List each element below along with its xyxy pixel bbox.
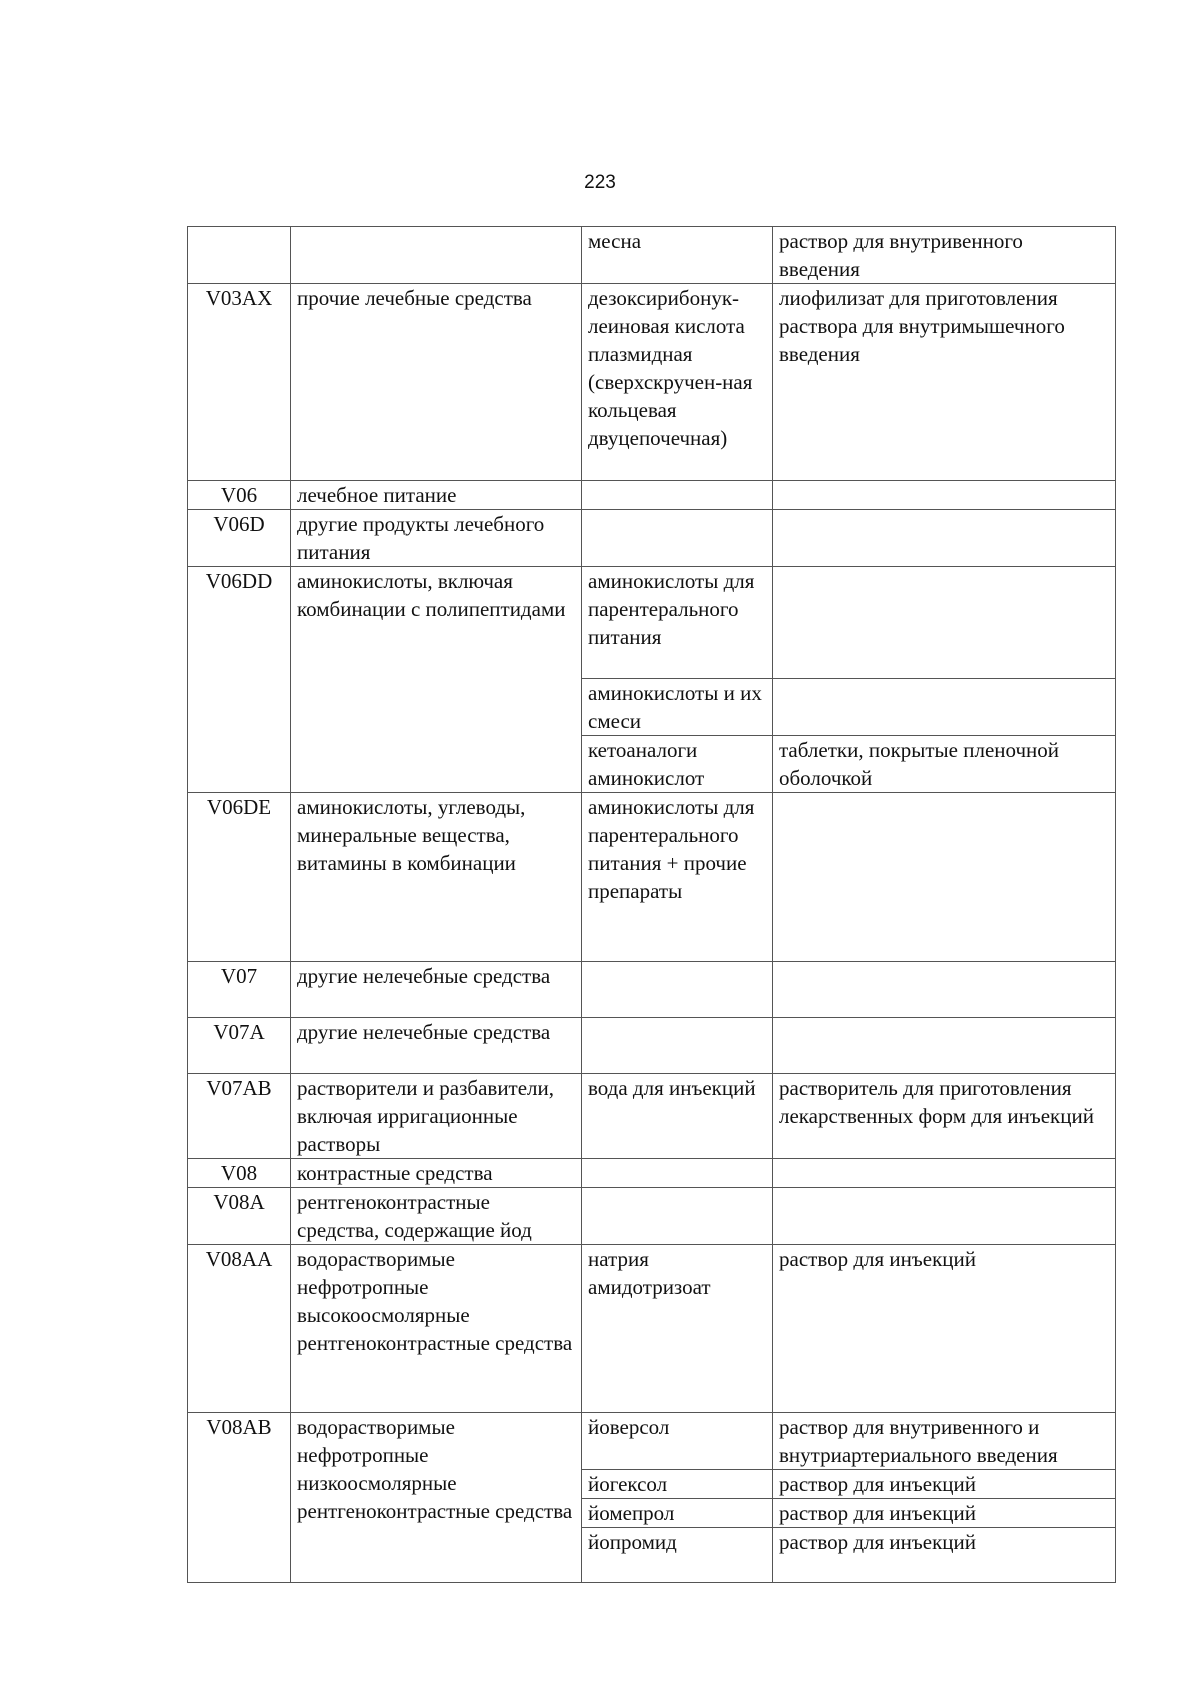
dosage-form-cell: раствор для внутривенного и внутриартериального введения bbox=[773, 1413, 1116, 1470]
atc-code-cell: V03AX bbox=[188, 284, 291, 481]
drug-name-cell: кетоаналоги аминокислот bbox=[582, 736, 773, 793]
page-number: 223 bbox=[584, 172, 616, 193]
drug-name-cell: йомепрол bbox=[582, 1499, 773, 1528]
table-row bbox=[188, 962, 1116, 1018]
group-name-cell: другие нелечебные средства bbox=[291, 1018, 582, 1074]
dosage-form-cell: раствор для инъекций bbox=[773, 1499, 1116, 1528]
dosage-form-cell bbox=[773, 962, 1116, 1018]
atc-code-cell: V06D bbox=[188, 510, 291, 567]
table-row bbox=[188, 1245, 1116, 1413]
atc-code-cell: V07A bbox=[188, 1018, 291, 1074]
table-row bbox=[188, 567, 1116, 679]
drug-name-cell: дезоксирибонук-леиновая кислота плазмидная (сверхскручен-ная кольцевая двуцепочечная) bbox=[582, 284, 773, 481]
drug-name-cell: аминокислоты для парентерального питания + прочие препараты bbox=[582, 793, 773, 962]
dosage-form-cell: раствор для внутривенного введения bbox=[773, 227, 1116, 284]
table-row bbox=[188, 1188, 1116, 1245]
table-row bbox=[188, 1159, 1116, 1188]
dosage-form-cell bbox=[773, 1018, 1116, 1074]
drug-name-cell: натрия амидотризоат bbox=[582, 1245, 773, 1413]
atc-code-cell bbox=[188, 227, 291, 284]
dosage-form-cell: раствор для инъекций bbox=[773, 1528, 1116, 1583]
table-row bbox=[188, 481, 1116, 510]
atc-code-cell: V06DD bbox=[188, 567, 291, 793]
table-row bbox=[188, 1074, 1116, 1159]
group-name-cell: другие продукты лечебного питания bbox=[291, 510, 582, 567]
dosage-form-cell bbox=[773, 1159, 1116, 1188]
drug-name-cell: аминокислоты для парентерального питания bbox=[582, 567, 773, 679]
group-name-cell bbox=[291, 227, 582, 284]
drug-name-cell bbox=[582, 510, 773, 567]
dosage-form-cell bbox=[773, 510, 1116, 567]
group-name-cell: аминокислоты, включая комбинации с полипептидами bbox=[291, 567, 582, 793]
group-name-cell: растворители и разбавители, включая ирригационные растворы bbox=[291, 1074, 582, 1159]
dosage-form-cell: лиофилизат для приготовления раствора для внутримышечного введения bbox=[773, 284, 1116, 481]
drug-name-cell: вода для инъекций bbox=[582, 1074, 773, 1159]
group-name-cell: другие нелечебные средства bbox=[291, 962, 582, 1018]
drug-name-cell bbox=[582, 962, 773, 1018]
group-name-cell: лечебное питание bbox=[291, 481, 582, 510]
drug-name-cell bbox=[582, 1018, 773, 1074]
dosage-form-cell bbox=[773, 679, 1116, 736]
table-row bbox=[188, 510, 1116, 567]
group-name-cell: водорастворимые нефротропные высокоосмолярные рентгеноконтрастные средства bbox=[291, 1245, 582, 1413]
table-row bbox=[188, 284, 1116, 481]
drug-classification-table bbox=[187, 226, 1116, 1583]
dosage-form-cell: раствор для инъекций bbox=[773, 1470, 1116, 1499]
table-row bbox=[188, 1413, 1116, 1470]
atc-code-cell: V08 bbox=[188, 1159, 291, 1188]
drug-name-cell: аминокислоты и их смеси bbox=[582, 679, 773, 736]
group-name-cell: водорастворимые нефротропные низкоосмолярные рентгеноконтрастные средства bbox=[291, 1413, 582, 1583]
atc-code-cell: V08A bbox=[188, 1188, 291, 1245]
group-name-cell: аминокислоты, углеводы, минеральные вещества, витамины в комбинации bbox=[291, 793, 582, 962]
drug-name-cell: месна bbox=[582, 227, 773, 284]
dosage-form-cell: таблетки, покрытые пленочной оболочкой bbox=[773, 736, 1116, 793]
table-row bbox=[188, 793, 1116, 962]
atc-code-cell: V07AB bbox=[188, 1074, 291, 1159]
dosage-form-cell bbox=[773, 481, 1116, 510]
dosage-form-cell: раствор для инъекций bbox=[773, 1245, 1116, 1413]
group-name-cell: контрастные средства bbox=[291, 1159, 582, 1188]
atc-code-cell: V07 bbox=[188, 962, 291, 1018]
table-row bbox=[188, 1018, 1116, 1074]
drug-name-cell bbox=[582, 1188, 773, 1245]
atc-code-cell: V06DE bbox=[188, 793, 291, 962]
dosage-form-cell: растворитель для приготовления лекарственных форм для инъекций bbox=[773, 1074, 1116, 1159]
dosage-form-cell bbox=[773, 567, 1116, 679]
drug-name-cell: йопромид bbox=[582, 1528, 773, 1583]
dosage-form-cell bbox=[773, 1188, 1116, 1245]
atc-code-cell: V08AB bbox=[188, 1413, 291, 1583]
dosage-form-cell bbox=[773, 793, 1116, 962]
table-row bbox=[188, 227, 1116, 284]
drug-name-cell bbox=[582, 1159, 773, 1188]
atc-code-cell: V06 bbox=[188, 481, 291, 510]
group-name-cell: рентгеноконтрастные средства, содержащие йод bbox=[291, 1188, 582, 1245]
atc-code-cell: V08AA bbox=[188, 1245, 291, 1413]
drug-name-cell bbox=[582, 481, 773, 510]
group-name-cell: прочие лечебные средства bbox=[291, 284, 582, 481]
drug-name-cell: йогексол bbox=[582, 1470, 773, 1499]
drug-name-cell: йоверсол bbox=[582, 1413, 773, 1470]
